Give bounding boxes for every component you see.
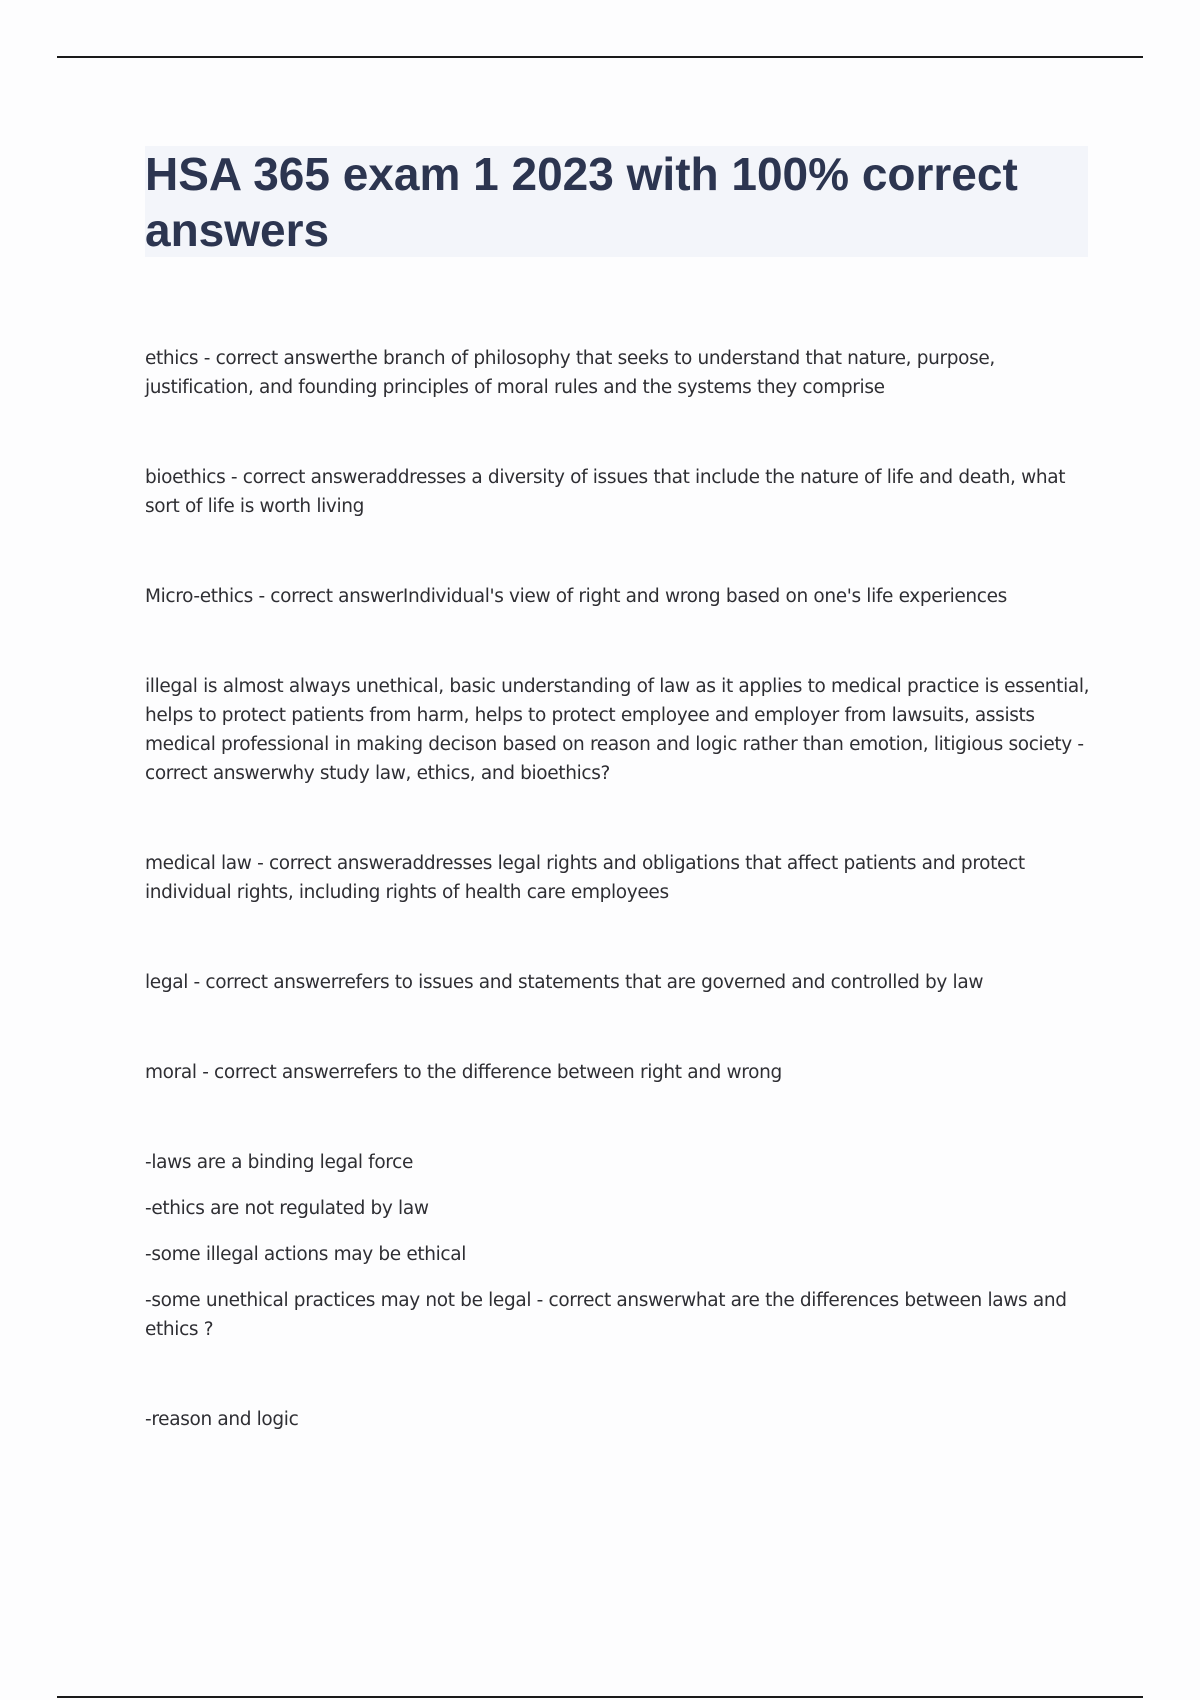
- entry-legal: legal - correct answerrefers to issues and statements that are governed and controlled by law: [145, 972, 984, 993]
- entry-moral: moral - correct answerrefers to the difference between right and wrong: [145, 1062, 782, 1083]
- list-line: -ethics are not regulated by law: [145, 1198, 429, 1219]
- entry-ethics: ethics - correct answerthe branch of philosophy that seeks to understand that nature, purpose, justification, and founding principles of moral rules and the systems they comprise: [145, 348, 995, 398]
- header-rule: [57, 56, 1143, 58]
- page-title: HSA 365 exam 1 2023 with 100% correct answers: [145, 148, 1018, 256]
- document-body: [145, 344, 1090, 1434]
- entry-why-study-law: illegal is almost always unethical, basic understanding of law as it applies to medical practice is essential, helps to protect patients from harm, helps to protect employee and employer from lawsuits, assists medical professional in making decison based on reason and logic rather than emotion, litigious society - correct answerwhy study law, ethics, and bioethics?: [145, 676, 1090, 784]
- list-line: -some unethical practices may not be legal - correct answerwhat are the differences between laws and ethics ?: [145, 1290, 1067, 1340]
- footer-rule: [57, 1696, 1143, 1698]
- entry-bioethics: bioethics - correct answeraddresses a diversity of issues that include the nature of life and death, what sort of life is worth living: [145, 467, 1066, 517]
- title-block: [145, 146, 1088, 257]
- entry-medical-law: medical law - correct answeraddresses legal rights and obligations that affect patients and protect individual rights, including rights of health care employees: [145, 853, 1025, 903]
- entry-reason-and-logic: -reason and logic: [145, 1409, 299, 1430]
- list-line: -laws are a binding legal force: [145, 1152, 414, 1173]
- entry-micro-ethics: Micro-ethics - correct answerIndividual's view of right and wrong based on one's life experiences: [145, 586, 1007, 607]
- list-line: -some illegal actions may be ethical: [145, 1244, 467, 1265]
